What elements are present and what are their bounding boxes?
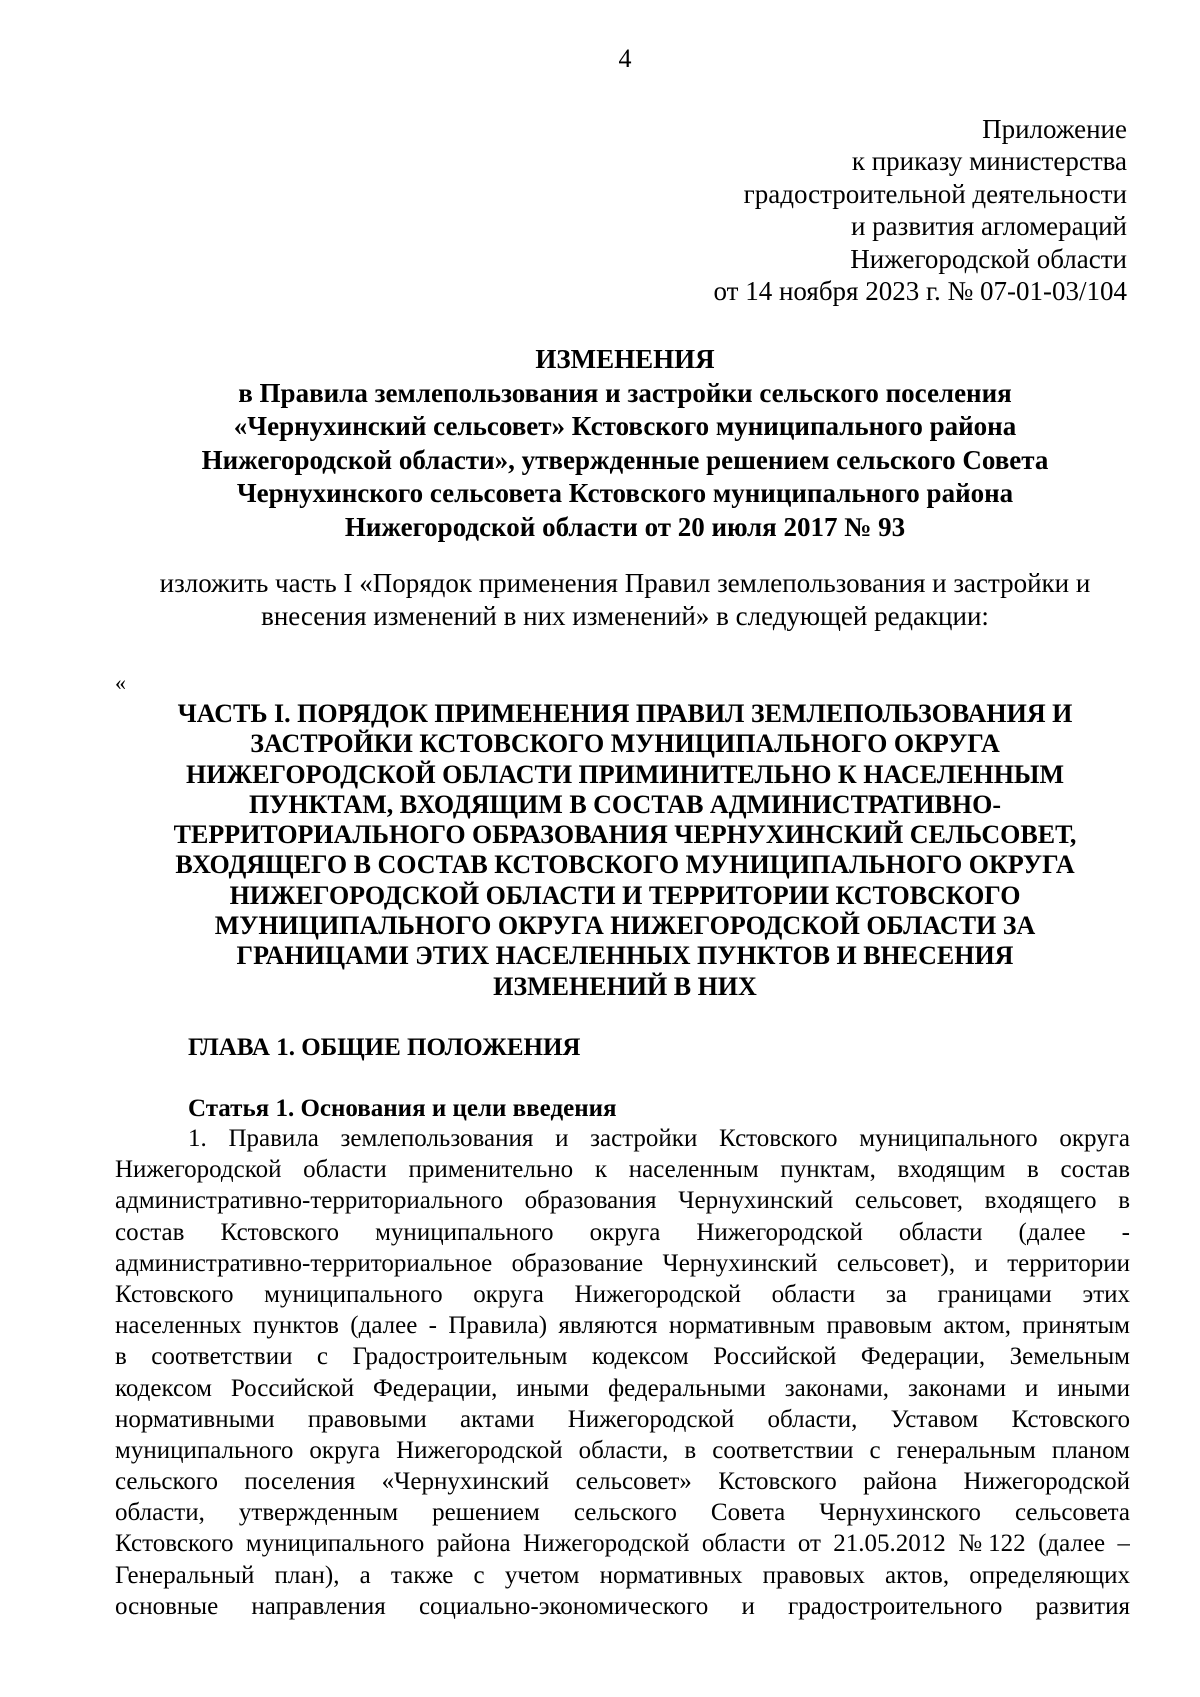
body-line: муниципального округа Нижегородской области, в соответствии с генеральным планом bbox=[115, 1436, 1130, 1464]
part-title-line: ЧАСТЬ I. ПОРЯДОК ПРИМЕНЕНИЯ ПРАВИЛ ЗЕМЛЕПОЛЬЗОВАНИЯ И bbox=[177, 699, 1073, 728]
body-line: основные направления социально-экономического и градостроительного развития bbox=[115, 1592, 1130, 1620]
intro-line: внесения изменений в них изменений» в следующей редакции: bbox=[261, 601, 989, 631]
title-line: Нижегородской области от 20 июля 2017 № 93 bbox=[344, 511, 906, 542]
title-line: в Правила землепользования и застройки сельского поселения bbox=[238, 377, 1012, 408]
part-title-line: ВХОДЯЩЕГО В СОСТАВ КСТОВСКОГО МУНИЦИПАЛЬНОГО ОКРУГА bbox=[175, 850, 1075, 880]
body-line: 1. Правила землепользования и застройки Кстовского муниципального округа bbox=[188, 1125, 1130, 1152]
appendix-line: Приложение bbox=[982, 114, 1127, 144]
part-title-line: НИЖЕГОРОДСКОЙ ОБЛАСТИ ПРИМИНИТЕЛЬНО К НАСЕЛЕННЫМ bbox=[185, 759, 1064, 789]
body-line: нормативными правовыми актами Нижегородской области, Уставом Кстовского bbox=[115, 1405, 1130, 1433]
title-line: Нижегородской области», утвержденные решением сельского Совета bbox=[201, 444, 1049, 475]
part-title-line: ТЕРРИТОРИАЛЬНОГО ОБРАЗОВАНИЯ ЧЕРНУХИНСКИЙ СЕЛЬСОВЕТ, bbox=[173, 820, 1077, 850]
title-line: «Чернухинский сельсовет» Кстовского муниципального района bbox=[233, 411, 1017, 442]
body-line: Кстовского муниципального района Нижегородской области от 21.05.2012 №122 (далее – bbox=[115, 1530, 1130, 1558]
opening-quote-mark: « bbox=[115, 670, 126, 695]
body-line: кодексом Российской Федерации, иными федеральными законами, законами и иными bbox=[115, 1374, 1130, 1402]
chapter-title: ГЛАВА 1. ОБЩИЕ ПОЛОЖЕНИЯ bbox=[188, 1034, 581, 1061]
appendix-line: градостроительной деятельности bbox=[743, 178, 1127, 209]
appendix-block bbox=[714, 113, 1127, 307]
body-line: сельского поселения «Чернухинский сельсовет» Кстовского района Нижегородской bbox=[115, 1468, 1130, 1496]
body-line: населенных пунктов (далее - Правила) являются нормативным правовым актом, принятым bbox=[115, 1312, 1130, 1340]
body-line: административно-территориального образования Чернухинский сельсовет, входящего в bbox=[115, 1187, 1130, 1215]
body-line: Генеральный план), а также с учетом нормативных правовых актов, определяющих bbox=[115, 1561, 1130, 1589]
part-title bbox=[0, 699, 1200, 1002]
part-title-line: ГРАНИЦАМИ ЭТИХ НАСЕЛЕННЫХ ПУНКТОВ И ВНЕСЕНИЯ bbox=[236, 941, 1014, 971]
document-title bbox=[0, 343, 1200, 545]
intro-paragraph bbox=[0, 567, 1200, 633]
body-line: Нижегородской области применительно к населенным пунктам, входящим в состав bbox=[115, 1156, 1130, 1184]
intro-line: изложить часть I «Порядок применения Правил землепользования и застройки и bbox=[159, 568, 1091, 598]
title-line: ИЗМЕНЕНИЯ bbox=[535, 344, 715, 374]
body-line: административно-территориальное образование Чернухинский сельсовет), и территории bbox=[115, 1249, 1130, 1277]
article-body bbox=[115, 1123, 1130, 1622]
appendix-line: от 14 ноября 2023 г. № 07-01-03/104 bbox=[713, 276, 1127, 307]
part-title-line: НИЖЕГОРОДСКОЙ ОБЛАСТИ И ТЕРРИТОРИИ КСТОВСКОГО bbox=[229, 880, 1021, 910]
appendix-line: Нижегородской области bbox=[850, 243, 1127, 274]
part-title-line: ЗАСТРОЙКИ КСТОВСКОГО МУНИЦИПАЛЬНОГО ОКРУГА bbox=[250, 729, 1000, 759]
part-title-line: МУНИЦИПАЛЬНОГО ОКРУГА НИЖЕГОРОДСКОЙ ОБЛАСТИ ЗА bbox=[214, 911, 1036, 941]
page-number: 4 bbox=[618, 44, 632, 73]
part-title-line: ИЗМЕНЕНИЙ В НИХ bbox=[493, 971, 757, 1001]
body-line: Кстовского муниципального округа Нижегородской области за границами этих bbox=[115, 1280, 1130, 1308]
body-line: в соответствии с Градостроительным кодексом Российской Федерации, Земельным bbox=[115, 1343, 1130, 1371]
appendix-line: и развития агломераций bbox=[850, 211, 1127, 242]
article-title: Статья 1. Основания и цели введения bbox=[188, 1095, 617, 1122]
body-line: состав Кстовского муниципального округа Нижегородской области (далее - bbox=[115, 1218, 1130, 1246]
title-line: Чернухинского сельсовета Кстовского муниципального района bbox=[236, 478, 1014, 509]
body-line: области, утвержденным решением сельского Совета Чернухинского сельсовета bbox=[115, 1499, 1130, 1527]
part-title-line: ПУНКТАМ, ВХОДЯЩИМ В СОСТАВ АДМИНИСТРАТИВНО- bbox=[249, 789, 1001, 819]
appendix-line: к приказу министерства bbox=[851, 146, 1127, 177]
